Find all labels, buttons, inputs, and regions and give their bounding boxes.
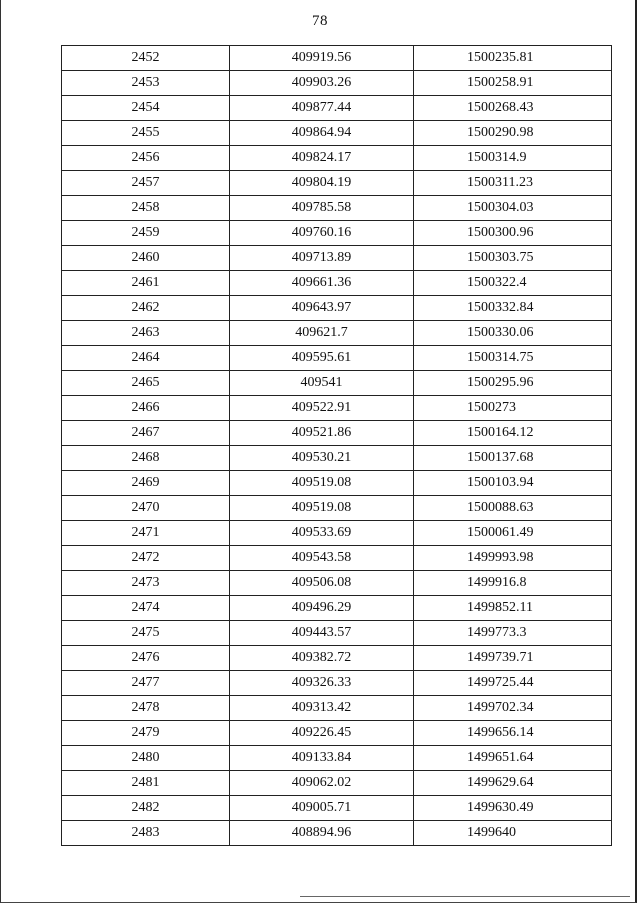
table-row bbox=[62, 771, 612, 796]
x-coordinate-cell: 409541 bbox=[230, 371, 414, 396]
point-number-cell: 2469 bbox=[62, 471, 230, 496]
x-coordinate-cell: 409804.19 bbox=[230, 171, 414, 196]
x-coordinate-cell: 409326.33 bbox=[230, 671, 414, 696]
table-row bbox=[62, 146, 612, 171]
y-coordinate-cell: 1500314.9 bbox=[414, 146, 612, 171]
point-number-cell: 2474 bbox=[62, 596, 230, 621]
point-number-cell: 2466 bbox=[62, 396, 230, 421]
x-coordinate-cell: 409903.26 bbox=[230, 71, 414, 96]
point-number-cell: 2456 bbox=[62, 146, 230, 171]
point-number-cell: 2461 bbox=[62, 271, 230, 296]
y-coordinate-cell: 1500300.96 bbox=[414, 221, 612, 246]
x-coordinate-cell: 409443.57 bbox=[230, 621, 414, 646]
table-row bbox=[62, 46, 612, 71]
x-coordinate-cell: 409506.08 bbox=[230, 571, 414, 596]
table-row bbox=[62, 346, 612, 371]
point-number-cell: 2462 bbox=[62, 296, 230, 321]
x-coordinate-cell: 409621.7 bbox=[230, 321, 414, 346]
y-coordinate-cell: 1500332.84 bbox=[414, 296, 612, 321]
y-coordinate-cell: 1499993.98 bbox=[414, 546, 612, 571]
point-number-cell: 2473 bbox=[62, 571, 230, 596]
table-row bbox=[62, 471, 612, 496]
y-coordinate-cell: 1500273 bbox=[414, 396, 612, 421]
point-number-cell: 2476 bbox=[62, 646, 230, 671]
table-row bbox=[62, 646, 612, 671]
x-coordinate-cell: 409519.08 bbox=[230, 471, 414, 496]
y-coordinate-cell: 1500290.98 bbox=[414, 121, 612, 146]
x-coordinate-cell: 409661.36 bbox=[230, 271, 414, 296]
table-row bbox=[62, 371, 612, 396]
x-coordinate-cell: 409643.97 bbox=[230, 296, 414, 321]
point-number-cell: 2465 bbox=[62, 371, 230, 396]
y-coordinate-cell: 1500304.03 bbox=[414, 196, 612, 221]
y-coordinate-cell: 1500303.75 bbox=[414, 246, 612, 271]
y-coordinate-cell: 1499725.44 bbox=[414, 671, 612, 696]
point-number-cell: 2479 bbox=[62, 721, 230, 746]
y-coordinate-cell: 1500088.63 bbox=[414, 496, 612, 521]
point-number-cell: 2454 bbox=[62, 96, 230, 121]
x-coordinate-cell: 409519.08 bbox=[230, 496, 414, 521]
x-coordinate-cell: 409005.71 bbox=[230, 796, 414, 821]
y-coordinate-cell: 1500235.81 bbox=[414, 46, 612, 71]
point-number-cell: 2472 bbox=[62, 546, 230, 571]
point-number-cell: 2467 bbox=[62, 421, 230, 446]
y-coordinate-cell: 1500311.23 bbox=[414, 171, 612, 196]
x-coordinate-cell: 409760.16 bbox=[230, 221, 414, 246]
table-row bbox=[62, 621, 612, 646]
y-coordinate-cell: 1499916.8 bbox=[414, 571, 612, 596]
point-number-cell: 2460 bbox=[62, 246, 230, 271]
x-coordinate-cell: 409313.42 bbox=[230, 696, 414, 721]
coordinates-table-body bbox=[62, 46, 612, 846]
table-row bbox=[62, 546, 612, 571]
x-coordinate-cell: 409785.58 bbox=[230, 196, 414, 221]
x-coordinate-cell: 409543.58 bbox=[230, 546, 414, 571]
x-coordinate-cell: 409595.61 bbox=[230, 346, 414, 371]
y-coordinate-cell: 1499656.14 bbox=[414, 721, 612, 746]
page-number: 78 bbox=[312, 13, 328, 29]
y-coordinate-cell: 1500268.43 bbox=[414, 96, 612, 121]
y-coordinate-cell: 1500103.94 bbox=[414, 471, 612, 496]
point-number-cell: 2457 bbox=[62, 171, 230, 196]
x-coordinate-cell: 409530.21 bbox=[230, 446, 414, 471]
point-number-cell: 2452 bbox=[62, 46, 230, 71]
table-row bbox=[62, 721, 612, 746]
y-coordinate-cell: 1500314.75 bbox=[414, 346, 612, 371]
point-number-cell: 2477 bbox=[62, 671, 230, 696]
point-number-cell: 2480 bbox=[62, 746, 230, 771]
point-number-cell: 2470 bbox=[62, 496, 230, 521]
y-coordinate-cell: 1499629.64 bbox=[414, 771, 612, 796]
x-coordinate-cell: 408894.96 bbox=[230, 821, 414, 846]
table-row bbox=[62, 321, 612, 346]
x-coordinate-cell: 409521.86 bbox=[230, 421, 414, 446]
y-coordinate-cell: 1499640 bbox=[414, 821, 612, 846]
table-row bbox=[62, 271, 612, 296]
point-number-cell: 2481 bbox=[62, 771, 230, 796]
table-row bbox=[62, 671, 612, 696]
point-number-cell: 2482 bbox=[62, 796, 230, 821]
table-row bbox=[62, 596, 612, 621]
y-coordinate-cell: 1500330.06 bbox=[414, 321, 612, 346]
y-coordinate-cell: 1500137.68 bbox=[414, 446, 612, 471]
x-coordinate-cell: 409877.44 bbox=[230, 96, 414, 121]
x-coordinate-cell: 409522.91 bbox=[230, 396, 414, 421]
x-coordinate-cell: 409919.56 bbox=[230, 46, 414, 71]
table-row bbox=[62, 796, 612, 821]
point-number-cell: 2478 bbox=[62, 696, 230, 721]
y-coordinate-cell: 1500061.49 bbox=[414, 521, 612, 546]
point-number-cell: 2453 bbox=[62, 71, 230, 96]
y-coordinate-cell: 1500164.12 bbox=[414, 421, 612, 446]
point-number-cell: 2483 bbox=[62, 821, 230, 846]
y-coordinate-cell: 1500322.4 bbox=[414, 271, 612, 296]
x-coordinate-cell: 409533.69 bbox=[230, 521, 414, 546]
table-row bbox=[62, 246, 612, 271]
point-number-cell: 2468 bbox=[62, 446, 230, 471]
table-row bbox=[62, 446, 612, 471]
table-row bbox=[62, 296, 612, 321]
table-row bbox=[62, 521, 612, 546]
x-coordinate-cell: 409864.94 bbox=[230, 121, 414, 146]
x-coordinate-cell: 409062.02 bbox=[230, 771, 414, 796]
x-coordinate-cell: 409824.17 bbox=[230, 146, 414, 171]
table-row bbox=[62, 196, 612, 221]
x-coordinate-cell: 409713.89 bbox=[230, 246, 414, 271]
x-coordinate-cell: 409496.29 bbox=[230, 596, 414, 621]
x-coordinate-cell: 409382.72 bbox=[230, 646, 414, 671]
table-row bbox=[62, 496, 612, 521]
y-coordinate-cell: 1499702.34 bbox=[414, 696, 612, 721]
table-row bbox=[62, 396, 612, 421]
point-number-cell: 2475 bbox=[62, 621, 230, 646]
y-coordinate-cell: 1499852.11 bbox=[414, 596, 612, 621]
point-number-cell: 2458 bbox=[62, 196, 230, 221]
table-row bbox=[62, 421, 612, 446]
table-row bbox=[62, 821, 612, 846]
y-coordinate-cell: 1499651.64 bbox=[414, 746, 612, 771]
x-coordinate-cell: 409133.84 bbox=[230, 746, 414, 771]
table-row bbox=[62, 71, 612, 96]
table-row bbox=[62, 571, 612, 596]
y-coordinate-cell: 1499739.71 bbox=[414, 646, 612, 671]
point-number-cell: 2459 bbox=[62, 221, 230, 246]
x-coordinate-cell: 409226.45 bbox=[230, 721, 414, 746]
table-row bbox=[62, 746, 612, 771]
table-row bbox=[62, 96, 612, 121]
point-number-cell: 2471 bbox=[62, 521, 230, 546]
point-number-cell: 2463 bbox=[62, 321, 230, 346]
table-row bbox=[62, 171, 612, 196]
y-coordinate-cell: 1500295.96 bbox=[414, 371, 612, 396]
table-row bbox=[62, 221, 612, 246]
table-row bbox=[62, 121, 612, 146]
y-coordinate-cell: 1499630.49 bbox=[414, 796, 612, 821]
point-number-cell: 2455 bbox=[62, 121, 230, 146]
y-coordinate-cell: 1500258.91 bbox=[414, 71, 612, 96]
y-coordinate-cell: 1499773.3 bbox=[414, 621, 612, 646]
table-row bbox=[62, 696, 612, 721]
point-number-cell: 2464 bbox=[62, 346, 230, 371]
coordinates-table bbox=[61, 45, 612, 846]
bottom-rule bbox=[300, 896, 630, 897]
